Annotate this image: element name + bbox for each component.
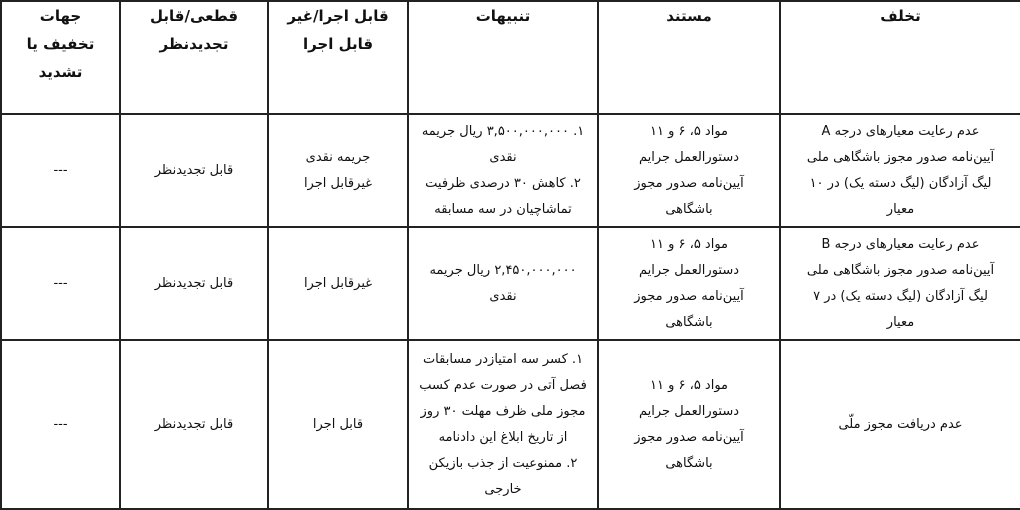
cell-violation: عدم رعایت معیارهای درجه B آیین‌نامه صدور مجوز باشگاهی ملی لیگ آزادگان (لیگ دسته یک) در ۷ معیار: [780, 227, 1020, 340]
header-enforceable: قابل اجرا/غیر قابل اجرا: [268, 1, 408, 114]
cell-enforceable: جریمه نقدی غیرقابل اجرا: [268, 114, 408, 227]
header-violation: تخلف: [780, 1, 1020, 114]
table-row: [1, 114, 1020, 227]
cell-mitigation: ---: [1, 227, 120, 340]
cell-basis: مواد ۵، ۶ و ۱۱ دستورالعمل جرایم آیین‌نامه صدور مجوز باشگاهی: [598, 340, 780, 509]
header-basis: مستند: [598, 1, 780, 114]
cell-penalties: ۱. ۳,۵۰۰,۰۰۰,۰۰۰ ریال جریمه نقدی ۲. کاهش ۳۰ درصدی ظرفیت تماشاچیان در سه مسابقه: [408, 114, 598, 227]
cell-finality: قابل تجدیدنظر: [120, 227, 268, 340]
cell-violation: عدم رعایت معیارهای درجه A آیین‌نامه صدور مجوز باشگاهی ملی لیگ آزادگان (لیگ دسته یک) در ۱۰ معیار: [780, 114, 1020, 227]
cell-finality: قابل تجدیدنظر: [120, 114, 268, 227]
header-mitigation: جهات تخفیف یا تشدید: [1, 1, 120, 114]
cell-basis: مواد ۵، ۶ و ۱۱ دستورالعمل جرایم آیین‌نامه صدور مجوز باشگاهی: [598, 227, 780, 340]
table-row: [1, 340, 1020, 509]
cell-mitigation: ---: [1, 340, 120, 509]
table-row: [1, 227, 1020, 340]
header-row: [1, 1, 1020, 114]
cell-penalties: ۱. کسر سه امتیازدر مسابقات فصل آتی در صورت عدم کسب مجوز ملی ظرف مهلت ۳۰ روز از تاریخ ابلاغ این دادنامه ۲. ممنوعیت از جذب بازیکن خارجی: [408, 340, 598, 509]
cell-finality: قابل تجدیدنظر: [120, 340, 268, 509]
cell-mitigation: ---: [1, 114, 120, 227]
cell-basis: مواد ۵، ۶ و ۱۱ دستورالعمل جرایم آیین‌نامه صدور مجوز باشگاهی: [598, 114, 780, 227]
header-finality: قطعی/قابل تجدیدنظر: [120, 1, 268, 114]
cell-enforceable: قابل اجرا: [268, 340, 408, 509]
cell-enforceable: غیرقابل اجرا: [268, 227, 408, 340]
cell-violation: عدم دریافت مجوز ملّی: [780, 340, 1020, 509]
header-penalties: تنبیهات: [408, 1, 598, 114]
cell-penalties: ۲,۴۵۰,۰۰۰,۰۰۰ ریال جریمه نقدی: [408, 227, 598, 340]
